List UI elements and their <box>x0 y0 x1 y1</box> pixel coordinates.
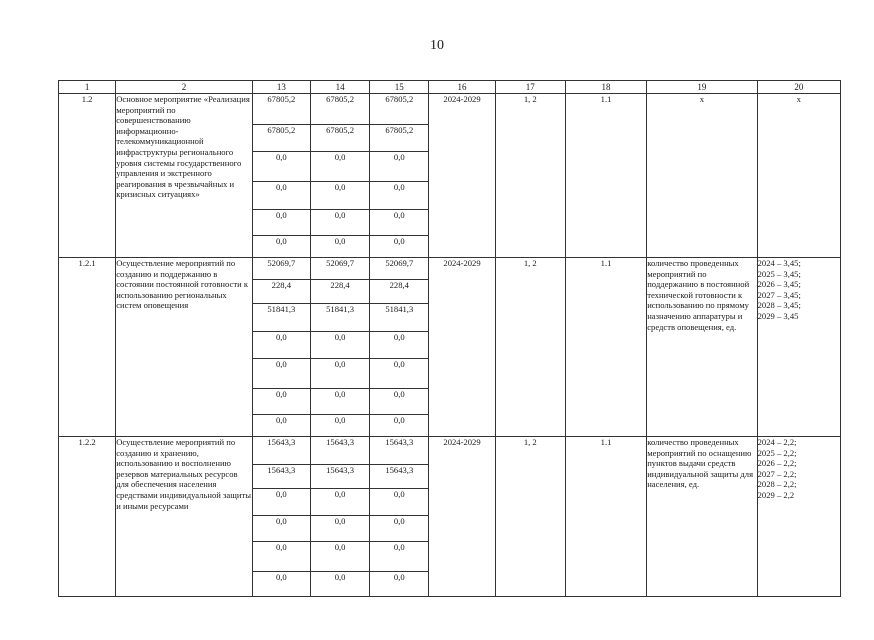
target-values <box>757 94 840 258</box>
funding-value: 0,0 <box>310 516 369 542</box>
page-number: 10 <box>430 38 444 53</box>
funding-value: 67805,2 <box>370 125 429 152</box>
funding-value: 15643,3 <box>370 437 429 465</box>
indicator-description: количество проведенных мероприятий по оснащению пунктов выдачи средств индивидуальной защиты для населения, ед. <box>647 437 757 597</box>
funding-value: 0,0 <box>310 389 369 415</box>
period: 2024-2029 <box>429 437 495 597</box>
funding-value: 0,0 <box>310 542 369 572</box>
col-header: 17 <box>495 81 565 94</box>
funding-value: 0,0 <box>252 415 310 437</box>
funding-value: 67805,2 <box>252 94 310 125</box>
funding-value: 51841,3 <box>252 304 310 332</box>
funding-value: 0,0 <box>310 572 369 597</box>
executors: 1, 2 <box>495 94 565 258</box>
target-value-line: 2025 – 2,2; <box>757 447 797 458</box>
target-value-line: 2027 – 2,2; <box>757 468 797 479</box>
row-code: 1.2 <box>59 94 116 258</box>
funding-value: 0,0 <box>252 389 310 415</box>
program-table <box>58 80 841 597</box>
funding-value: 0,0 <box>252 332 310 359</box>
col-header: 13 <box>252 81 310 94</box>
table-row <box>59 94 841 125</box>
funding-value: 67805,2 <box>252 125 310 152</box>
activity-name: Основное мероприятие «Реализация мероприятий по совершенствованию информационно-телекоммуникационной инфраструктуры регионального уровня системы государственного управления и экстренного реагирования в чрезвычайных и кризисных ситуациях» <box>116 94 253 258</box>
funding-value: 0,0 <box>370 182 429 210</box>
target-value-line: 2029 – 2,2 <box>757 489 795 500</box>
funding-value: 0,0 <box>370 359 429 389</box>
funding-value: 0,0 <box>370 152 429 182</box>
target-value-line: 2024 – 2,2; <box>757 437 797 447</box>
row-code: 1.2.1 <box>59 258 116 437</box>
funding-value: 0,0 <box>252 210 310 236</box>
col-header: 19 <box>647 81 757 94</box>
funding-value: 0,0 <box>252 359 310 389</box>
funding-value: 15643,3 <box>370 465 429 489</box>
col-header: 14 <box>310 81 369 94</box>
funding-value: 0,0 <box>252 572 310 597</box>
funding-value: 0,0 <box>310 152 369 182</box>
funding-value: 0,0 <box>252 516 310 542</box>
funding-value: 0,0 <box>370 489 429 516</box>
funding-value: 0,0 <box>310 236 369 258</box>
funding-value: 0,0 <box>370 516 429 542</box>
funding-value: 15643,3 <box>252 437 310 465</box>
funding-value: 228,4 <box>370 280 429 304</box>
funding-value: 228,4 <box>252 280 310 304</box>
funding-value: 15643,3 <box>252 465 310 489</box>
funding-value: 52069,7 <box>252 258 310 280</box>
col-header: 15 <box>370 81 429 94</box>
col-header: 1 <box>59 81 116 94</box>
target-value-line: 2028 – 3,45; <box>757 300 801 311</box>
funding-value: 67805,2 <box>310 125 369 152</box>
header-row <box>59 81 841 94</box>
executors: 1, 2 <box>495 437 565 597</box>
funding-value: 0,0 <box>252 542 310 572</box>
target-value-line: 2027 – 3,45; <box>757 289 801 300</box>
target-value-line: 2029 – 3,45 <box>757 310 799 321</box>
funding-value: 0,0 <box>252 236 310 258</box>
target-value-line: 2026 – 2,2; <box>757 458 797 469</box>
table-row <box>59 437 841 465</box>
row-code: 1.2.2 <box>59 437 116 597</box>
indicator-number: 1.1 <box>565 94 646 258</box>
col-header: 18 <box>565 81 646 94</box>
target-value-line: х <box>796 94 801 104</box>
funding-value: 15643,3 <box>310 437 369 465</box>
target-values <box>757 437 840 597</box>
funding-value: 0,0 <box>370 542 429 572</box>
indicator-number: 1.1 <box>565 437 646 597</box>
activity-name: Осуществление мероприятий по созданию и поддержанию в состоянии постоянной готовности к использованию региональных систем оповещения <box>116 258 253 437</box>
funding-value: 51841,3 <box>310 304 369 332</box>
period: 2024-2029 <box>429 94 495 258</box>
indicator-description: количество проведенных мероприятий по поддержанию в постоянной технической готовности к использованию по прямому назначению аппаратуры и средств оповещения, ед. <box>647 258 757 437</box>
col-header: 20 <box>757 81 840 94</box>
target-value-line: 2025 – 3,45; <box>757 268 801 279</box>
funding-value: 52069,7 <box>310 258 369 280</box>
funding-value: 0,0 <box>252 182 310 210</box>
indicator-number: 1.1 <box>565 258 646 437</box>
funding-value: 67805,2 <box>310 94 369 125</box>
funding-value: 0,0 <box>370 332 429 359</box>
funding-value: 0,0 <box>370 415 429 437</box>
funding-value: 0,0 <box>310 210 369 236</box>
funding-value: 51841,3 <box>370 304 429 332</box>
funding-value: 0,0 <box>252 489 310 516</box>
funding-value: 67805,2 <box>370 94 429 125</box>
funding-value: 52069,7 <box>370 258 429 280</box>
executors: 1, 2 <box>495 258 565 437</box>
period: 2024-2029 <box>429 258 495 437</box>
funding-value: 228,4 <box>310 280 369 304</box>
target-value-line: 2026 – 3,45; <box>757 279 801 290</box>
target-value-line: 2028 – 2,2; <box>757 479 797 490</box>
funding-value: 0,0 <box>310 182 369 210</box>
funding-value: 0,0 <box>310 359 369 389</box>
funding-value: 0,0 <box>310 332 369 359</box>
target-value-line: 2024 – 3,45; <box>757 258 801 268</box>
activity-name: Осуществление мероприятий по созданию и хранению, использованию и восполнению резервов материальных ресурсов для обеспечения населения средствами индивидуальной защиты и иными ресурсами <box>116 437 253 597</box>
indicator-description: х <box>647 94 757 258</box>
table-row <box>59 258 841 280</box>
funding-value: 0,0 <box>370 572 429 597</box>
funding-value: 0,0 <box>252 152 310 182</box>
funding-value: 0,0 <box>370 389 429 415</box>
funding-value: 0,0 <box>310 489 369 516</box>
funding-value: 0,0 <box>310 415 369 437</box>
col-header: 2 <box>116 81 253 94</box>
funding-value: 0,0 <box>370 210 429 236</box>
target-values <box>757 258 840 437</box>
col-header: 16 <box>429 81 495 94</box>
funding-value: 15643,3 <box>310 465 369 489</box>
funding-value: 0,0 <box>370 236 429 258</box>
